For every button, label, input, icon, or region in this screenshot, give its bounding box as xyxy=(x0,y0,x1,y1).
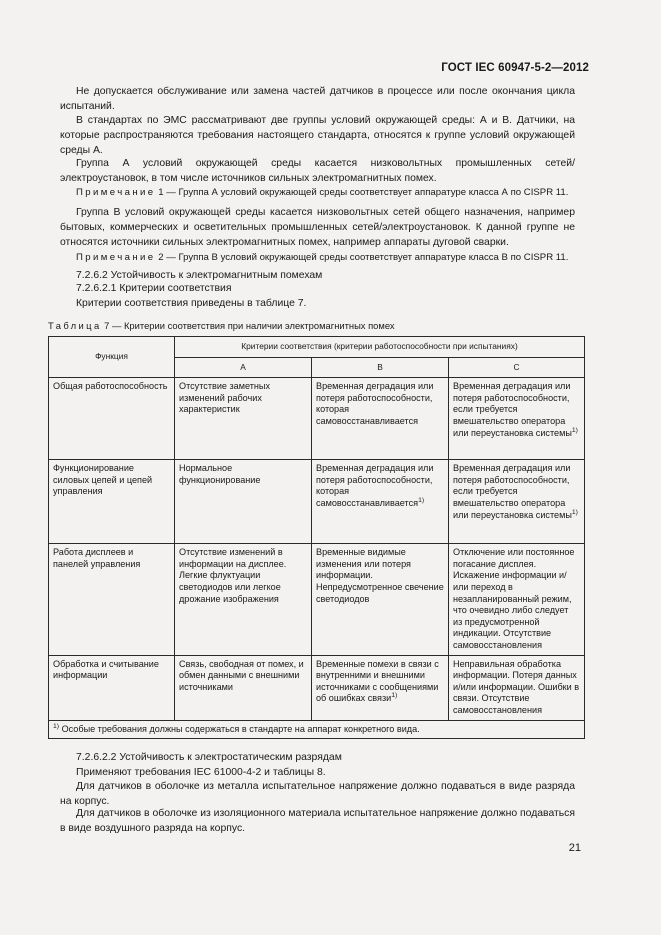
paragraph: Применяют требования IEC 61000-4-2 и таблицы 8. xyxy=(76,767,326,778)
table-footnote-row xyxy=(49,720,585,739)
standard-header: ГОСТ IEC 60947-5-2—2012 xyxy=(441,62,589,74)
table-row xyxy=(49,460,585,544)
paragraph: Группа В условий окружающей среды касается низковольтных сетей общего назначения, например бытовых, коммерческих и осветительных промышленных сетей/электроустановок. К данной группе не относятся источники сильных электромагнитных помех, например аппараты дуговой сварки. xyxy=(60,207,575,248)
cell-c xyxy=(449,378,585,460)
cell-c-text: Временная деградация или потеря работоспособности, если требуется вмешательство оператора или переустановка системы xyxy=(453,381,572,438)
header-col-a: А xyxy=(175,357,312,378)
cell-c: Отключение или постоянное погасание дисплея. Искажение информации и/или переход в незапланированный режим, что очевидно либо следует из предусмотренной индикации. Отсутствие самовосстановления xyxy=(449,544,585,655)
note-2 xyxy=(60,250,575,265)
cell-function: Обработка и считывание информации xyxy=(49,655,175,720)
table-row xyxy=(49,378,585,460)
header-criteria: Критерии соответствия (критерии работоспособности при испытаниях) xyxy=(175,337,585,358)
cell-a: Нормальное функционирование xyxy=(175,460,312,544)
cell-function: Общая работоспособность xyxy=(49,378,175,460)
paragraph: Для датчиков в оболочке из изоляционного материала испытательное напряжение должно подаваться в виде воздушного разряда на корпус. xyxy=(60,808,575,834)
table-caption-label: Таблица xyxy=(48,320,102,331)
cell-function: Работа дисплеев и панелей управления xyxy=(49,544,175,655)
table-row xyxy=(49,544,585,655)
note-text: 1 — Группа А условий окружающей среды соответствует аппаратуре класса А по CISPR 11. xyxy=(155,187,569,198)
table-row xyxy=(49,655,585,720)
table-header-row xyxy=(49,337,585,358)
table-footnote xyxy=(49,720,585,739)
cell-b-text: Временные помехи в связи с внутренними и внешними источниками с сообщениями об ошибках связи xyxy=(316,658,439,704)
table-caption xyxy=(48,320,395,331)
note-label: Примечание xyxy=(76,187,156,198)
cell-c xyxy=(449,460,585,544)
cell-b: Временная деградация или потеря работоспособности, которая самовосстанавливается xyxy=(312,378,449,460)
header-col-b: В xyxy=(312,357,449,378)
note-text: 2 — Группа В условий окружающей среды соответствует аппаратуре класса В по CISPR 11. xyxy=(155,252,569,263)
header-function: Функция xyxy=(49,337,175,378)
cell-a: Отсутствие заметных изменений рабочих характеристик xyxy=(175,378,312,460)
footnote-mark: 1) xyxy=(571,426,578,434)
cell-function: Функционирование силовых цепей и цепей управления xyxy=(49,460,175,544)
cell-b xyxy=(312,460,449,544)
paragraph: Для датчиков в оболочке из металла испытательное напряжение должно подаваться в виде разряда на корпус. xyxy=(60,781,575,807)
cell-c-text: Временная деградация или потеря работоспособности, если требуется вмешательство оператора или переустановка системы xyxy=(453,463,572,520)
footnote-text: Особые требования должны содержаться в стандарте на аппарат конкретного вида. xyxy=(61,723,420,734)
footnote-mark: 1) xyxy=(571,508,578,516)
subsection-heading: 7.2.6.2.1 Критерии соответствия xyxy=(76,283,232,294)
header-col-c: С xyxy=(449,357,585,378)
cell-b: Временные видимые изменения или потеря информации. Непредусмотренное свечение светодиодов xyxy=(312,544,449,655)
cell-b-text: Временная деградация или потеря работоспособности, которая самовосстанавливается xyxy=(316,463,434,508)
paragraph: В стандартах по ЭМС рассматривают две группы условий окружающей среды: А и В. Датчики, на которые распространяются требования настоящего стандарта, относятся к группе условий окружающей среды А. xyxy=(60,115,575,156)
paragraph: Группа А условий окружающей среды касается низковольтных промышленных сетей/электроустановок, в том числе источников сильных электромагнитных помех. xyxy=(60,158,575,184)
footnote-mark: 1) xyxy=(391,692,398,700)
paragraph: Не допускается обслуживание или замена частей датчиков в процессе или после окончания цикла испытаний. xyxy=(60,86,575,112)
criteria-table xyxy=(48,336,585,739)
cell-c: Неправильная обработка информации. Потеря данных и/или информации. Ошибки в связи. Отсутствие самовосстановления xyxy=(449,655,585,720)
section-heading: 7.2.6.2.2 Устойчивость к электростатическим разрядам xyxy=(76,752,342,763)
table-caption-text: 7 — Критерии соответствия при наличии электромагнитных помех xyxy=(101,320,395,331)
note-label: Примечание xyxy=(76,252,156,263)
cell-a: Связь, свободная от помех, и обмен данными с внешними источниками xyxy=(175,655,312,720)
cell-a: Отсутствие изменений в информации на дисплее. Легкие флуктуации светодиодов или легкое дрожание изображения xyxy=(175,544,312,655)
page-number: 21 xyxy=(568,842,581,854)
footnote-mark: 1) xyxy=(53,722,60,730)
note-1 xyxy=(60,185,575,200)
section-heading: 7.2.6.2 Устойчивость к электромагнитным помехам xyxy=(76,270,323,281)
footnote-mark: 1) xyxy=(418,496,425,504)
paragraph: Критерии соответствия приведены в таблице 7. xyxy=(76,298,307,309)
cell-b xyxy=(312,655,449,720)
